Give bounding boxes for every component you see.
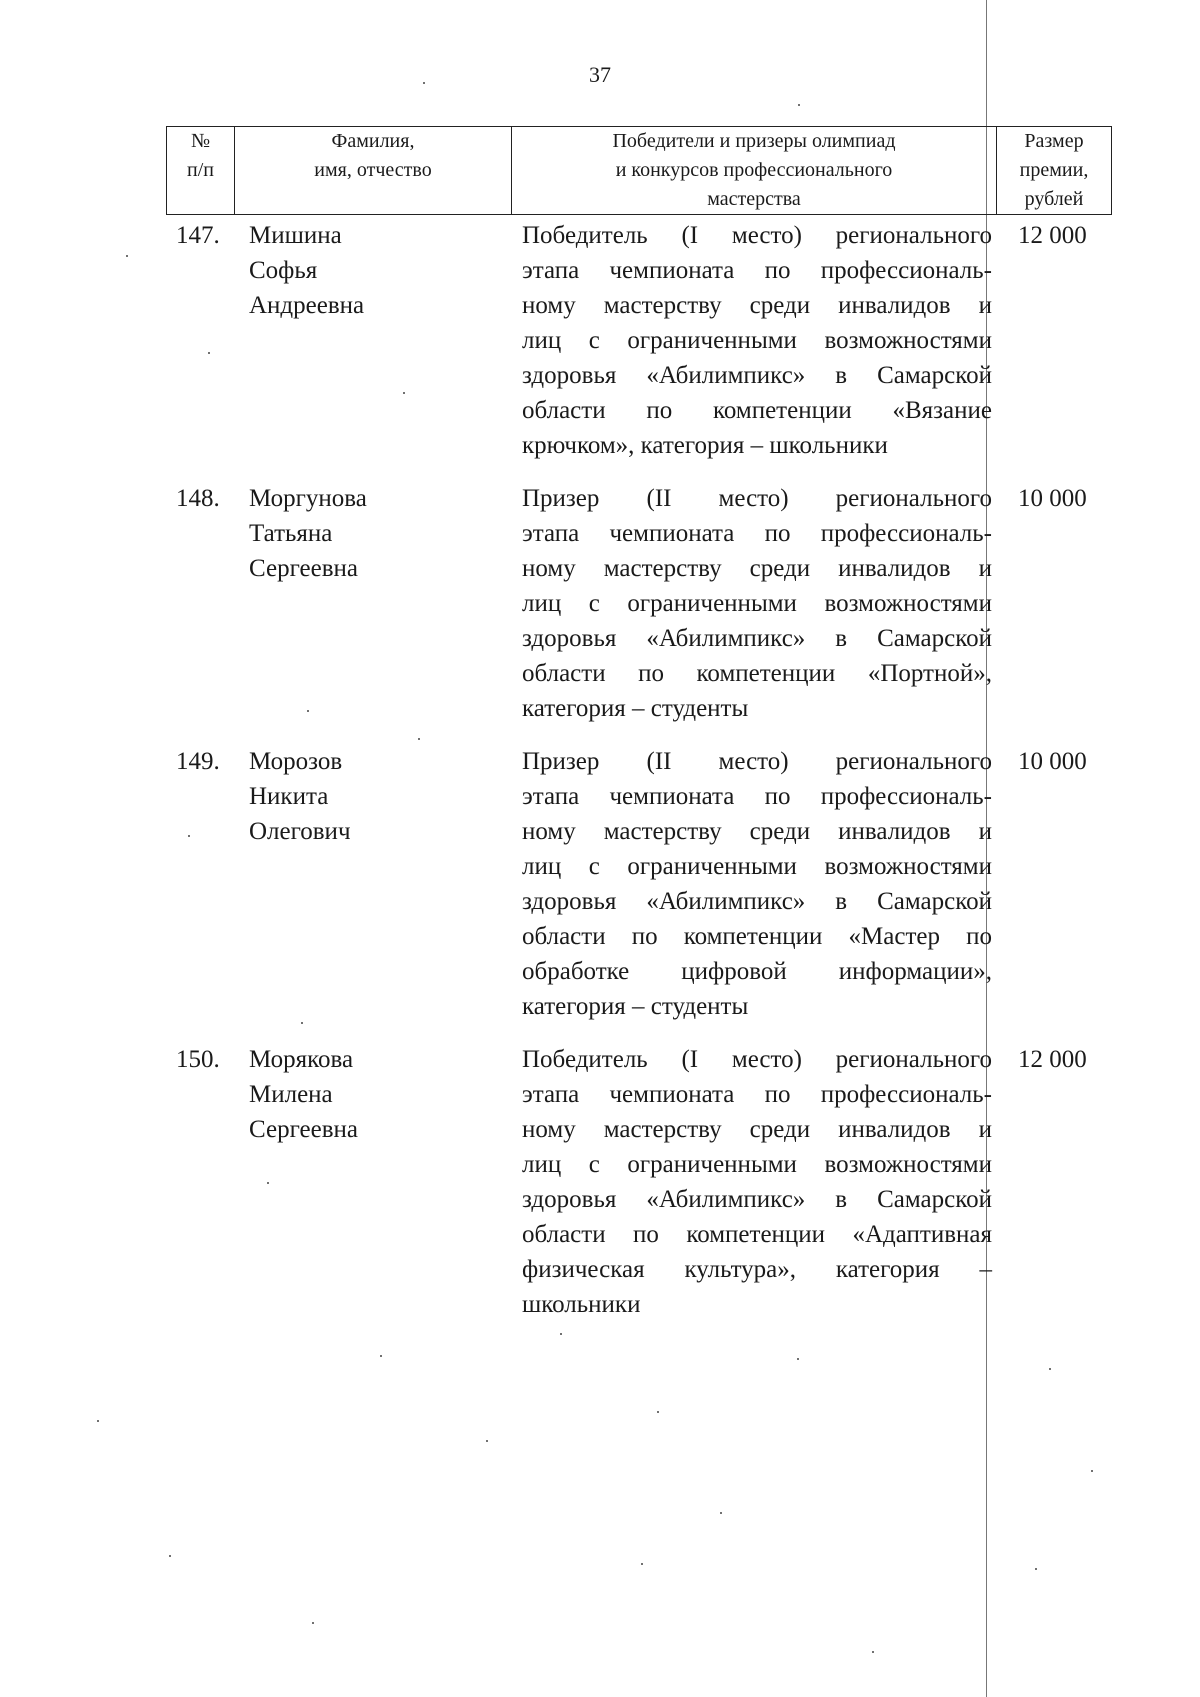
surname: Моргунова	[249, 485, 367, 512]
scan-speck	[872, 1651, 874, 1653]
scan-speck	[126, 255, 128, 257]
scan-speck	[188, 835, 190, 837]
scan-speck	[1035, 1568, 1037, 1570]
header-number-line: №	[190, 130, 211, 152]
recipient-name	[249, 1042, 499, 1147]
recipient-name	[249, 481, 499, 586]
scan-speck	[312, 1622, 314, 1624]
patronymic: Андреевна	[249, 292, 365, 319]
description-line: ному мастерству среди инвалидов и	[522, 1116, 992, 1143]
surname: Морозов	[249, 748, 343, 775]
first-name: Милена	[249, 1081, 333, 1108]
prize-amount: 12 000	[1018, 222, 1087, 249]
description-line: школьники	[522, 1291, 641, 1318]
achievement-description	[522, 744, 992, 1024]
recipient-name	[249, 218, 499, 323]
scan-speck	[720, 1512, 722, 1514]
row-number: 148.	[176, 485, 220, 512]
description-line: лиц с ограниченными возможностями	[522, 590, 992, 617]
description-line: здоровья «Абилимпикс» в Самарской	[522, 1186, 992, 1213]
description-line: категория – студенты	[522, 695, 749, 722]
patronymic: Сергеевна	[249, 1116, 358, 1143]
header-achievement-line: Победители и призеры олимпиад	[612, 130, 896, 152]
description-line: области по компетенции «Мастер по	[522, 923, 992, 950]
scan-speck	[301, 1022, 303, 1024]
page-number: 37	[589, 62, 611, 87]
table-row	[0, 744, 1200, 1042]
description-line: этапа чемпионата по профессиональ-	[522, 257, 992, 284]
prize-amount: 10 000	[1018, 485, 1087, 512]
row-number: 149.	[176, 748, 220, 775]
header-name-column	[235, 127, 512, 215]
first-name: Никита	[249, 783, 329, 810]
header-achievement-column	[512, 127, 997, 215]
description-line: обработке цифровой информации»,	[522, 958, 992, 985]
header-prize-line: рублей	[1024, 188, 1084, 210]
scan-speck	[380, 1355, 382, 1357]
scan-speck	[1091, 1470, 1093, 1472]
description-line: лиц с ограниченными возможностями	[522, 1151, 992, 1178]
patronymic: Олегович	[249, 818, 351, 845]
description-line: лиц с ограниченными возможностями	[522, 327, 992, 354]
header-achievement-line: и конкурсов профессионального	[615, 159, 893, 181]
header-name-line: Фамилия,	[331, 130, 415, 152]
table-row	[0, 481, 1200, 744]
scan-speck	[307, 710, 309, 712]
header-prize-line: Размер	[1024, 130, 1084, 152]
scan-speck	[403, 392, 405, 394]
description-line: категория – студенты	[522, 993, 749, 1020]
first-name: Софья	[249, 257, 318, 284]
description-line: области по компетенции «Вязание	[522, 397, 992, 424]
scan-speck	[1049, 1368, 1051, 1370]
achievement-description	[522, 481, 992, 726]
scan-speck	[641, 1563, 643, 1565]
description-line: здоровья «Абилимпикс» в Самарской	[522, 888, 992, 915]
recipient-name	[249, 744, 499, 849]
description-line: крючком», категория – школьники	[522, 432, 888, 459]
description-line: здоровья «Абилимпикс» в Самарской	[522, 625, 992, 652]
header-achievement-line: мастерства	[707, 188, 801, 210]
table-header	[166, 126, 1112, 215]
description-line: этапа чемпионата по профессиональ-	[522, 783, 992, 810]
description-line: лиц с ограниченными возможностями	[522, 853, 992, 880]
description-line: Призер (II место) регионального	[522, 748, 992, 775]
table-body	[0, 218, 1200, 1342]
surname: Мишина	[249, 222, 342, 249]
description-line: области по компетенции «Портной»,	[522, 660, 992, 687]
description-line: Призер (II место) регионального	[522, 485, 992, 512]
description-line: ному мастерству среди инвалидов и	[522, 555, 992, 582]
header-number-line: п/п	[187, 159, 214, 181]
scan-speck	[208, 352, 210, 354]
scan-speck	[657, 1411, 659, 1413]
header-number-column	[167, 127, 235, 215]
description-line: ному мастерству среди инвалидов и	[522, 818, 992, 845]
patronymic: Сергеевна	[249, 555, 358, 582]
description-line: этапа чемпионата по профессиональ-	[522, 1081, 992, 1108]
table-row	[0, 218, 1200, 481]
scan-speck	[560, 1333, 562, 1335]
scan-speck	[418, 738, 420, 740]
header-prize-column	[997, 127, 1112, 215]
first-name: Татьяна	[249, 520, 333, 547]
row-number: 150.	[176, 1046, 220, 1073]
scan-speck	[169, 1555, 171, 1557]
scan-speck	[97, 1420, 99, 1422]
scan-speck	[423, 82, 425, 84]
scan-speck	[267, 1182, 269, 1184]
prize-amount: 12 000	[1018, 1046, 1087, 1073]
prize-amount: 10 000	[1018, 748, 1087, 775]
header-prize-line: премии,	[1019, 159, 1089, 181]
scan-speck	[486, 1440, 488, 1442]
surname: Морякова	[249, 1046, 354, 1073]
description-line: этапа чемпионата по профессиональ-	[522, 520, 992, 547]
description-line: Победитель (I место) регионального	[522, 1046, 992, 1073]
achievement-description	[522, 1042, 992, 1322]
table-row	[0, 1042, 1200, 1342]
description-line: ному мастерству среди инвалидов и	[522, 292, 992, 319]
header-name-line: имя, отчество	[314, 159, 432, 181]
description-line: области по компетенции «Адаптивная	[522, 1221, 992, 1248]
achievement-description	[522, 218, 992, 463]
scan-speck	[798, 104, 800, 106]
row-number: 147.	[176, 222, 220, 249]
description-line: физическая культура», категория –	[522, 1256, 992, 1283]
scan-speck	[797, 1358, 799, 1360]
description-line: Победитель (I место) регионального	[522, 222, 992, 249]
description-line: здоровья «Абилимпикс» в Самарской	[522, 362, 992, 389]
